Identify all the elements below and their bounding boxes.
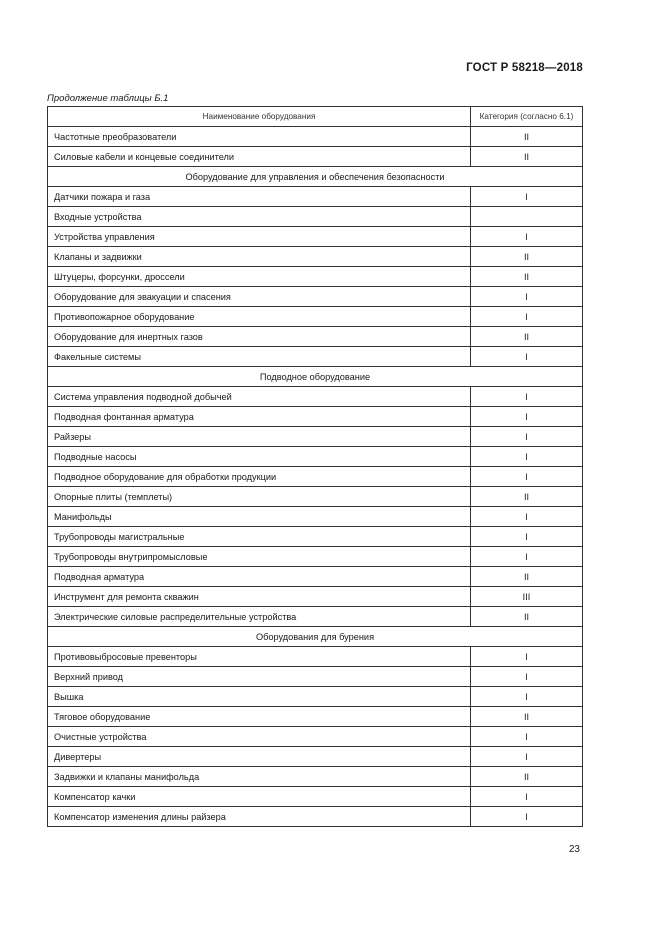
equipment-category: I: [471, 347, 583, 367]
section-heading: Подводное оборудование: [48, 367, 583, 387]
equipment-category: I: [471, 387, 583, 407]
table-row: [48, 807, 583, 827]
equipment-category: I: [471, 407, 583, 427]
table-row: [48, 487, 583, 507]
equipment-category: I: [471, 687, 583, 707]
table-row: [48, 567, 583, 587]
equipment-category: I: [471, 447, 583, 467]
table-row: [48, 427, 583, 447]
equipment-name: Верхний привод: [48, 667, 471, 687]
table-row: [48, 507, 583, 527]
equipment-category: II: [471, 767, 583, 787]
table-row: [48, 647, 583, 667]
table-row: [48, 527, 583, 547]
equipment-category: II: [471, 607, 583, 627]
table-row: [48, 607, 583, 627]
equipment-category: I: [471, 187, 583, 207]
section-heading: Оборудование для управления и обеспечения безопасности: [48, 167, 583, 187]
table-row: [48, 207, 583, 227]
equipment-name: Трубопроводы магистральные: [48, 527, 471, 547]
equipment-name: Дивертеры: [48, 747, 471, 767]
standard-number: ГОСТ Р 58218—2018: [466, 62, 583, 74]
equipment-name: Подводные насосы: [48, 447, 471, 467]
table-row: [48, 307, 583, 327]
column-header-category: Категория (согласно 6.1): [471, 107, 583, 127]
table-row: [48, 707, 583, 727]
table-row: [48, 327, 583, 347]
equipment-name: Задвижки и клапаны манифольда: [48, 767, 471, 787]
table-row: [48, 347, 583, 367]
table-row: [48, 727, 583, 747]
equipment-name: Очистные устройства: [48, 727, 471, 747]
equipment-name: Оборудование для эвакуации и спасения: [48, 287, 471, 307]
equipment-category: I: [471, 787, 583, 807]
equipment-category: I: [471, 467, 583, 487]
equipment-name: Подводное оборудование для обработки продукции: [48, 467, 471, 487]
equipment-category: I: [471, 287, 583, 307]
table-row: [48, 547, 583, 567]
table-row: [48, 667, 583, 687]
equipment-category: II: [471, 247, 583, 267]
table-row: [48, 467, 583, 487]
equipment-name: Трубопроводы внутрипромысловые: [48, 547, 471, 567]
table-row: [48, 407, 583, 427]
table-caption: Продолжение таблицы Б.1: [47, 93, 169, 104]
column-header-equipment: Наименование оборудования: [48, 107, 471, 127]
table-row: [48, 767, 583, 787]
equipment-name: Опорные плиты (темплеты): [48, 487, 471, 507]
equipment-name: Подводная фонтанная арматура: [48, 407, 471, 427]
table-row: [48, 287, 583, 307]
equipment-category: I: [471, 747, 583, 767]
equipment-category: I: [471, 547, 583, 567]
equipment-category: I: [471, 667, 583, 687]
equipment-name: Частотные преобразователи: [48, 127, 471, 147]
equipment-name: Клапаны и задвижки: [48, 247, 471, 267]
table-row: [48, 787, 583, 807]
table-row: [48, 147, 583, 167]
equipment-name: Устройства управления: [48, 227, 471, 247]
equipment-name: Штуцеры, форсунки, дроссели: [48, 267, 471, 287]
equipment-name: Тяговое оборудование: [48, 707, 471, 727]
equipment-category: I: [471, 527, 583, 547]
table-row: [48, 447, 583, 467]
equipment-name: Система управления подводной добычей: [48, 387, 471, 407]
table-row: [48, 227, 583, 247]
equipment-name: Инструмент для ремонта скважин: [48, 587, 471, 607]
table-row: [48, 127, 583, 147]
equipment-name: Электрические силовые распределительные устройства: [48, 607, 471, 627]
table-row: [48, 747, 583, 767]
table-row: [48, 267, 583, 287]
equipment-name: Компенсатор изменения длины райзера: [48, 807, 471, 827]
page-number: 23: [568, 844, 580, 855]
equipment-category: II: [471, 567, 583, 587]
section-heading: Оборудования для бурения: [48, 627, 583, 647]
table-row: [48, 587, 583, 607]
equipment-name: Силовые кабели и концевые соединители: [48, 147, 471, 167]
equipment-name: Входные устройства: [48, 207, 471, 227]
equipment-name: Датчики пожара и газа: [48, 187, 471, 207]
equipment-category: I: [471, 307, 583, 327]
equipment-category: II: [471, 327, 583, 347]
section-row: [48, 627, 583, 647]
equipment-category: II: [471, 147, 583, 167]
table-row: [48, 247, 583, 267]
equipment-name: Оборудование для инертных газов: [48, 327, 471, 347]
equipment-name: Противовыбросовые превенторы: [48, 647, 471, 667]
equipment-name: Противопожарное оборудование: [48, 307, 471, 327]
equipment-name: Вышка: [48, 687, 471, 707]
equipment-name: Компенсатор качки: [48, 787, 471, 807]
equipment-category: II: [471, 127, 583, 147]
equipment-name: Райзеры: [48, 427, 471, 447]
equipment-category: I: [471, 507, 583, 527]
equipment-category: I: [471, 427, 583, 447]
equipment-name: Манифольды: [48, 507, 471, 527]
equipment-table: [47, 106, 583, 827]
equipment-category: I: [471, 727, 583, 747]
equipment-category: II: [471, 267, 583, 287]
equipment-category: I: [471, 647, 583, 667]
table-row: [48, 687, 583, 707]
equipment-category: III: [471, 587, 583, 607]
equipment-category: I: [471, 227, 583, 247]
equipment-name: Факельные системы: [48, 347, 471, 367]
equipment-category: II: [471, 707, 583, 727]
table-body: [48, 127, 583, 827]
table-header-row: [48, 107, 583, 127]
equipment-category: II: [471, 487, 583, 507]
table-row: [48, 187, 583, 207]
table-row: [48, 387, 583, 407]
equipment-name: Подводная арматура: [48, 567, 471, 587]
section-row: [48, 167, 583, 187]
equipment-category: [471, 207, 583, 227]
equipment-category: I: [471, 807, 583, 827]
section-row: [48, 367, 583, 387]
